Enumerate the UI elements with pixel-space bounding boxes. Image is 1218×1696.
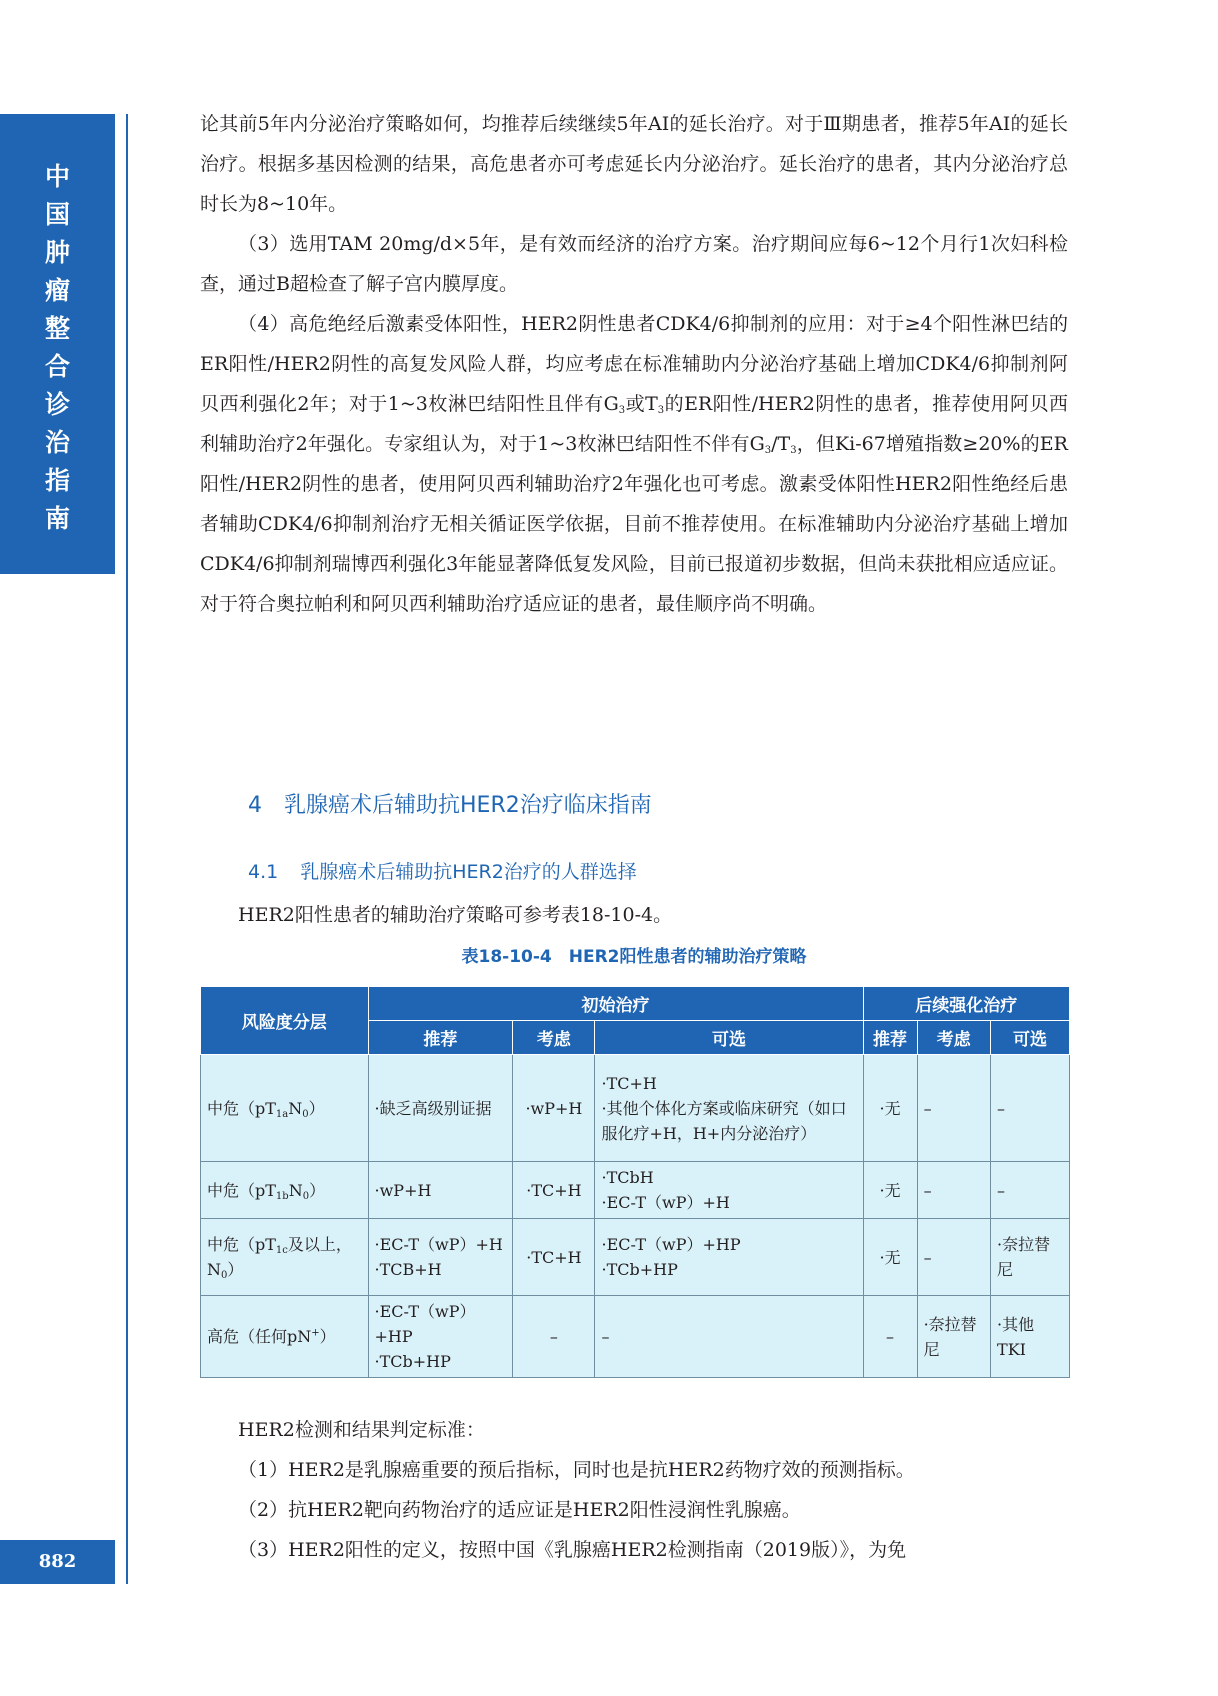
strategy-table <box>200 986 1070 1378</box>
side-title-char: 国 <box>44 200 70 229</box>
subheader: 可选 <box>595 1021 863 1055</box>
section-number: 4 <box>248 793 262 818</box>
side-title-char: 瘤 <box>44 276 70 305</box>
table-caption: 表18-10-4 HER2阳性患者的辅助治疗策略 <box>461 947 807 967</box>
table-cell: – <box>917 1055 990 1162</box>
intro-paragraph: HER2阳性患者的辅助治疗策略可参考表18-10-4。 <box>238 904 673 926</box>
risk-cell: 高危（任何pN+） <box>201 1296 369 1378</box>
section-heading <box>248 788 652 819</box>
subsection-number: 4.1 <box>248 861 279 883</box>
table-cell: ·TC+H <box>513 1219 595 1296</box>
side-title-char: 整 <box>44 314 70 343</box>
table-cell: ·奈拉替尼 <box>917 1296 990 1378</box>
header-initial: 初始治疗 <box>368 987 863 1021</box>
subheader: 考虑 <box>917 1021 990 1055</box>
side-title-char: 诊 <box>44 390 70 419</box>
after-table-text <box>200 1410 1068 1570</box>
table-cell: ·wP+H <box>368 1162 513 1219</box>
table-cell: ·其他TKI <box>991 1296 1070 1378</box>
header-risk: 风险度分层 <box>201 987 369 1055</box>
side-title-char: 肿 <box>44 238 70 267</box>
table-cell: ·EC-T（wP）+HP ·TCb+HP <box>595 1219 863 1296</box>
table-cell: – <box>991 1162 1070 1219</box>
risk-cell: 中危$(pT_{1b}N_0)$ <box>201 1162 369 1219</box>
margin-rule <box>126 114 128 1584</box>
side-title-char: 合 <box>44 352 70 381</box>
side-title-char: 治 <box>44 428 70 457</box>
table-cell: – <box>991 1055 1070 1162</box>
table-cell: ·奈拉替尼 <box>991 1219 1070 1296</box>
paragraph: （2）抗HER2靶向药物治疗的适应证是HER2阳性浸润性乳腺癌。 <box>238 1499 801 1521</box>
table-cell: ·TC+H <box>513 1162 595 1219</box>
header-followup: 后续强化治疗 <box>863 987 1069 1021</box>
paragraph: （1）HER2是乳腺癌重要的预后指标，同时也是抗HER2药物疗效的预测指标。 <box>238 1459 915 1481</box>
table-cell: ·EC-T（wP）+H ·TCB+H <box>368 1219 513 1296</box>
book-title-vertical <box>0 114 115 574</box>
table-row <box>201 1296 1070 1378</box>
subheader: 可选 <box>991 1021 1070 1055</box>
table-cell: – <box>917 1162 990 1219</box>
side-title-char: 中 <box>44 162 70 191</box>
table-row <box>201 1055 1070 1162</box>
table-cell: ·缺乏高级别证据 <box>368 1055 513 1162</box>
table-cell: ·wP+H <box>513 1055 595 1162</box>
page-number: 882 <box>0 1540 115 1584</box>
paragraph: 论其前5年内分泌治疗策略如何，均推荐后续继续5年AI的延长治疗。对于Ⅲ期患者，推荐5年AI的延长治疗。根据多基因检测的结果，高危患者亦可考虑延长内分泌治疗。延长治疗的患者，其内分泌治疗总时长为8~10年。 <box>200 113 1068 215</box>
table-cell: – <box>513 1296 595 1378</box>
table-cell: – <box>863 1296 917 1378</box>
body-text <box>200 104 1068 624</box>
table-cell: – <box>917 1219 990 1296</box>
subsection-title: 乳腺癌术后辅助抗HER2治疗的人群选择 <box>300 861 637 883</box>
risk-cell: 中危$(pT_{1a}N_0)$ <box>201 1055 369 1162</box>
table-cell: ·TC+H ·其他个体化方案或临床研究（如口服化疗+H，H+内分泌治疗） <box>595 1055 863 1162</box>
subsection-heading <box>248 857 637 884</box>
table-cell: – <box>595 1296 863 1378</box>
paragraph: （3）选用TAM 20mg/d×5年，是有效而经济的治疗方案。治疗期间应每6~12个月行1次妇科检查，通过B超检查了解子宫内膜厚度。 <box>200 233 1068 295</box>
subheader: 推荐 <box>863 1021 917 1055</box>
table-row <box>201 1162 1070 1219</box>
risk-cell: 中危（$pT_{1c}$及以上，$N_0$） <box>201 1219 369 1296</box>
table-cell: ·无 <box>863 1055 917 1162</box>
side-title-char: 指 <box>44 466 70 495</box>
subheader: 考虑 <box>513 1021 595 1055</box>
table-row <box>201 1219 1070 1296</box>
paragraph: （4）高危绝经后激素受体阳性，HER2阴性患者CDK4/6抑制剂的应用：对于≥4个阳性淋巴结的ER阳性/HER2阴性的高复发风险人群，均应考虑在标准辅助内分泌治疗基础上增加CDK4/6抑制剂阿贝西利强化2年；对于1~3枚淋巴结阳性且伴有$G_3$或$T_3$的ER阳性/HER2阴性的患者，推荐使用阿贝西利辅助治疗2年强化。专家组认为，对于1~3枚淋巴结阳性不伴有$G_3/T_3$，但Ki-67增殖指数≥20%的ER阳性/HER2阴性的患者，使用阿贝西利辅助治疗2年强化也可考虑。激素受体阳性HER2阳性绝经后患者辅助CDK4/6抑制剂治疗无相关循证医学依据，目前不推荐使用。在标准辅助内分泌治疗基础上增加CDK4/6抑制剂瑞博西利强化3年能显著降低复发风险，目前已报道初步数据，但尚未获批相应适应证。对于符合奥拉帕利和阿贝西利辅助治疗适应证的患者，最佳顺序尚不明确。 <box>200 313 1068 615</box>
table-cell: ·无 <box>863 1162 917 1219</box>
section-title: 乳腺癌术后辅助抗HER2治疗临床指南 <box>284 793 652 818</box>
side-title-char: 南 <box>44 504 70 533</box>
table-cell: ·EC-T（wP）+HP ·TCb+HP <box>368 1296 513 1378</box>
subheader: 推荐 <box>368 1021 513 1055</box>
paragraph: （3）HER2阳性的定义，按照中国《乳腺癌HER2检测指南（2019版）》，为免 <box>238 1539 907 1561</box>
table-cell: ·无 <box>863 1219 917 1296</box>
paragraph: HER2检测和结果判定标准： <box>238 1419 485 1441</box>
table-cell: ·TCbH ·EC-T（wP）+H <box>595 1162 863 1219</box>
